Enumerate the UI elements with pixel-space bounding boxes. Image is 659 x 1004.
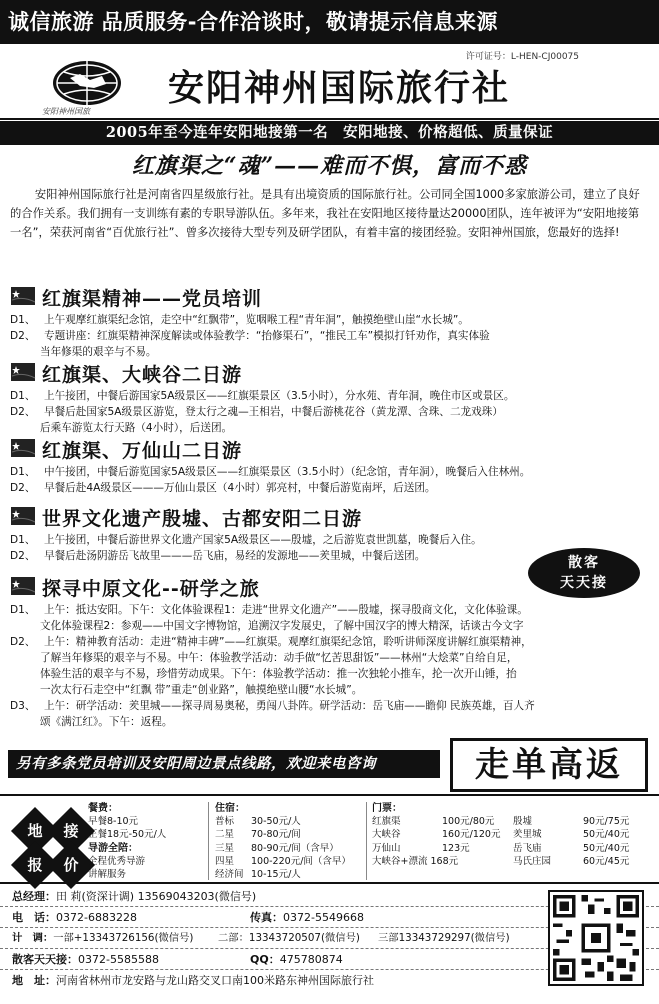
itinerary-line	[0, 480, 659, 496]
diamond-char: 地	[11, 807, 59, 855]
phone-number[interactable]: 0372-6883228	[56, 911, 137, 924]
lodging-row: 二星 70-80元/间	[215, 829, 301, 841]
day-tag: D2、	[10, 550, 36, 562]
day-tag: D1、	[10, 314, 36, 326]
ticket-row: 红旗渠 100元/80元	[372, 816, 495, 828]
route-section-wanxian-two-day	[0, 434, 659, 496]
ticket-row: 大峡谷 160元/120元	[372, 829, 501, 841]
lodging-info	[215, 802, 365, 881]
top-banner: 诚信旅游 品质服务-合作洽谈时，敬请提示信息来源	[0, 0, 659, 44]
ticket-info	[372, 802, 654, 868]
itinerary-line: 后乘车游览太行天路（4小时），后送团。	[40, 422, 233, 434]
lodging-row: 三星 80-90元/间（含早）	[215, 842, 339, 854]
itinerary-line: 了解当年修渠的艰辛与不易。中午：体验教学活动：动手做“忆苦思甜饭”——林州“大烩菜”自给自足，	[40, 652, 518, 664]
itinerary-line	[0, 328, 659, 344]
day-text: 上午观摩红旗渠纪念馆，走空中“红飘带”，览咽喉工程“青年洞”，触摸绝壁山崖“水长城”。	[44, 314, 469, 326]
ticket-row: 马氏庄园 60元/45元	[513, 855, 630, 867]
day-tag: D2、	[10, 330, 36, 342]
itinerary-line: 当年修渠的艰辛与不易。	[40, 346, 157, 358]
section-title-text: 世界文化遗产殷墟、古都安阳二日游	[42, 508, 363, 530]
walkin-number[interactable]: 0372-5585588	[78, 953, 159, 966]
company-name: 安阳神州国际旅行社	[168, 67, 511, 109]
day-tag: D2、	[10, 636, 36, 648]
pricing-panel	[0, 794, 659, 884]
day-tag: D2、	[10, 406, 36, 418]
section-title	[0, 434, 659, 464]
license-number: 许可证号：L-HEN-CJ00075	[465, 52, 579, 62]
qr-code-icon[interactable]	[548, 890, 644, 986]
section-title-text: 红旗渠、大峡谷二日游	[42, 364, 243, 386]
day-text: 专题讲座：红旗渠精神深度解读或体验教学：“抬修渠石”，“推民工车”模拟打钎劝作，真实体验	[44, 330, 490, 342]
fax-number[interactable]: 0372-5549668	[283, 911, 364, 924]
lodging-row: 四星 100-220元/间（含早）	[215, 855, 351, 867]
meal-heading: 餐费：	[88, 803, 118, 814]
itinerary-line: 颂《满江红》。下午：返程。	[40, 716, 173, 728]
diamond-char: 价	[47, 841, 95, 889]
itinerary-line	[0, 698, 659, 714]
itinerary-line	[0, 404, 659, 420]
flag-icon	[10, 286, 36, 306]
itinerary-line	[0, 634, 659, 650]
planner-1[interactable]: 一部+13343726156(微信号)	[53, 932, 194, 944]
ticket-heading: 门票：	[372, 803, 402, 814]
day-text: 早餐后赴4A级景区———万仙山景区（4小时）郭亮村，中餐后游览南坪，后送团。	[44, 482, 436, 494]
address-row: 地 址：河南省林州市龙安路与龙山路交叉口南100米路东神州国际旅行社	[12, 974, 374, 987]
badge-line-1: 散客	[568, 555, 600, 571]
itinerary-line: 文化体验课程2：参观——中国文字博物馆，追溯汉字发展史，了解中国汉字的博大精深，话谈古今文字	[40, 620, 524, 632]
section-title	[0, 572, 659, 602]
itinerary-line	[0, 464, 659, 480]
company-header	[0, 44, 659, 120]
lodging-heading: 住宿：	[215, 803, 245, 814]
ticket-row: 万仙山 123元	[372, 842, 470, 854]
day-tag: D1、	[10, 534, 36, 546]
day-text: 早餐后赴汤阴游岳飞故里———岳飞庙，易经的发源地——羑里城，中餐后送团。	[44, 550, 426, 562]
itinerary-line	[0, 602, 659, 618]
badge-line-2: 天天接	[560, 575, 608, 591]
section-title-text: 探寻中原文化--研学之旅	[42, 578, 260, 600]
lodging-row: 经济间 10-15元/人	[215, 869, 301, 881]
phone-row: 电 话：0372-6883228 传真：0372-5549668	[0, 907, 659, 928]
flag-icon	[10, 506, 36, 526]
guide-heading: 导游全陪：	[88, 842, 138, 854]
manager-row: 总经理：田 莉(资深计调) 13569043203(微信号)	[0, 886, 659, 907]
route-section-canyon-two-day	[0, 358, 659, 436]
day-tag: D1、	[10, 604, 36, 616]
day-text: 上午：研学活动：羑里城——探寻周易奥秘，勇闯八卦阵。研学活动：岳飞庙——瞻仰 民族英雄，百人齐	[44, 700, 535, 712]
logo-caption: 安阳神州国旅	[42, 107, 90, 116]
route-section-party-training	[0, 282, 659, 360]
planner-2[interactable]: 二部：13343720507(微信号)	[218, 932, 360, 944]
day-tag: D1、	[10, 466, 36, 478]
walkin-row: 散客天天接：0372-5585588 QQ：475780874	[0, 949, 659, 970]
meal-info	[88, 802, 206, 881]
itinerary-line: 一次太行石走空中“红飘 带”重走“创业路”，触摸绝壁山腰“水长城”。	[40, 684, 363, 696]
day-text: 上午：抵达安阳。下午：文化体验课程1：走进“世界文化遗产”——殷墟，探寻殷商文化，文化体验课。	[44, 604, 528, 616]
guide-line: 全程优秀导游	[88, 855, 146, 867]
slogan-bar: 2005年至今连年安阳地接第一名 安阳地接、价格超低、质量保证	[0, 121, 659, 145]
address: 河南省林州市龙安路与龙山路交叉口南100米路东神州国际旅行社	[56, 974, 374, 987]
diamond-char: 接	[47, 807, 95, 855]
section-title-text: 红旗渠精神——党员培训	[42, 288, 263, 310]
rebate-box: 走单高返	[450, 738, 648, 792]
day-tag: D1、	[10, 390, 36, 402]
ticket-row: 大峡谷+漂流 168元	[372, 855, 459, 867]
diamond-char: 报	[11, 841, 59, 889]
qq-number[interactable]: 475780874	[279, 953, 343, 966]
itinerary-line	[0, 388, 659, 404]
day-text: 早餐后赴国家5A级景区游览，登太行之魂—王相岩，中餐后游桃花谷（黄龙潭、含珠、二龙戏珠）	[44, 406, 503, 418]
meal-line: 正餐18元-50元/人	[88, 829, 167, 841]
day-tag: D3、	[10, 700, 36, 712]
planner-3[interactable]: 三部13343729297(微信号)	[378, 932, 510, 944]
section-title-text: 红旗渠、万仙山二日游	[42, 440, 243, 462]
lodging-row: 普标 30-50元/人	[215, 816, 301, 828]
day-text: 上午接团，中餐后游世界文化遗产国家5A级景区——殷墟，之后游览袁世凯墓，晚餐后入住。	[44, 534, 482, 546]
itinerary-line	[0, 312, 659, 328]
flag-icon	[10, 362, 36, 382]
flag-icon	[10, 576, 36, 596]
section-title	[0, 358, 659, 388]
itinerary-line	[0, 532, 659, 548]
section-title	[0, 502, 659, 532]
meal-line: 早餐8-10元	[88, 816, 139, 828]
ticket-row: 羑里城 50元/40元	[513, 829, 630, 841]
globe-logo-icon	[50, 58, 124, 108]
day-text: 中午接团，中餐后游览国家5A级景区——红旗渠景区（3.5小时）（纪念馆，青年洞），晚餐后入住林州。	[44, 466, 531, 478]
ticket-row: 殷墟 90元/75元	[513, 816, 630, 828]
flag-icon	[10, 438, 36, 458]
route-section-study-tour	[0, 572, 659, 730]
section-title	[0, 282, 659, 312]
headline: 红旗渠之“魂”——难而不惧，富而不惑	[0, 147, 659, 185]
guide-line: 讲解服务	[88, 869, 127, 881]
more-routes-banner: 另有多条党员培训及安阳周边景点线路，欢迎来电咨询	[8, 750, 440, 778]
day-text: 上午：精神教育活动：走进“精神丰碑”——红旗渠。观摩红旗渠纪念馆，聆听讲师深度讲解红旗渠精神，	[44, 636, 532, 648]
itinerary-line: 体验生活的艰辛与不易，珍惜劳动成果。下午：体验教学活动：推一次独轮小推车，抡一次开山锤，抬	[40, 668, 517, 680]
company-intro: 安阳神州国际旅行社是河南省四星级旅行社。是具有出境资质的国际旅行社。公司同全国1000多家旅游公司，建立了良好的合作关系。我们拥有一支训练有素的专职导游队伍。多年来，我社在安阳地区接待量达20000团队，连年被评为“安阳地接第一名”，荣获河南省“百优旅行社”、曾多次接待大型专列及研学团队，有着丰富的接团经验。安阳神州国旅，您最好的选择!	[10, 188, 640, 239]
day-tag: D2、	[10, 482, 36, 494]
manager-info[interactable]: 田 莉(资深计调) 13569043203(微信号)	[56, 890, 257, 903]
day-text: 上午接团，中餐后游国家5A级景区——红旗渠景区（3.5小时），分水苑、青年洞，晚住市区或景区。	[44, 390, 515, 402]
planner-row: 计 调：一部+13343726156(微信号) 二部：13343720507(微信号) 三部13343729297(微信号)	[0, 928, 659, 949]
ticket-row: 岳飞庙 50元/40元	[513, 842, 630, 854]
